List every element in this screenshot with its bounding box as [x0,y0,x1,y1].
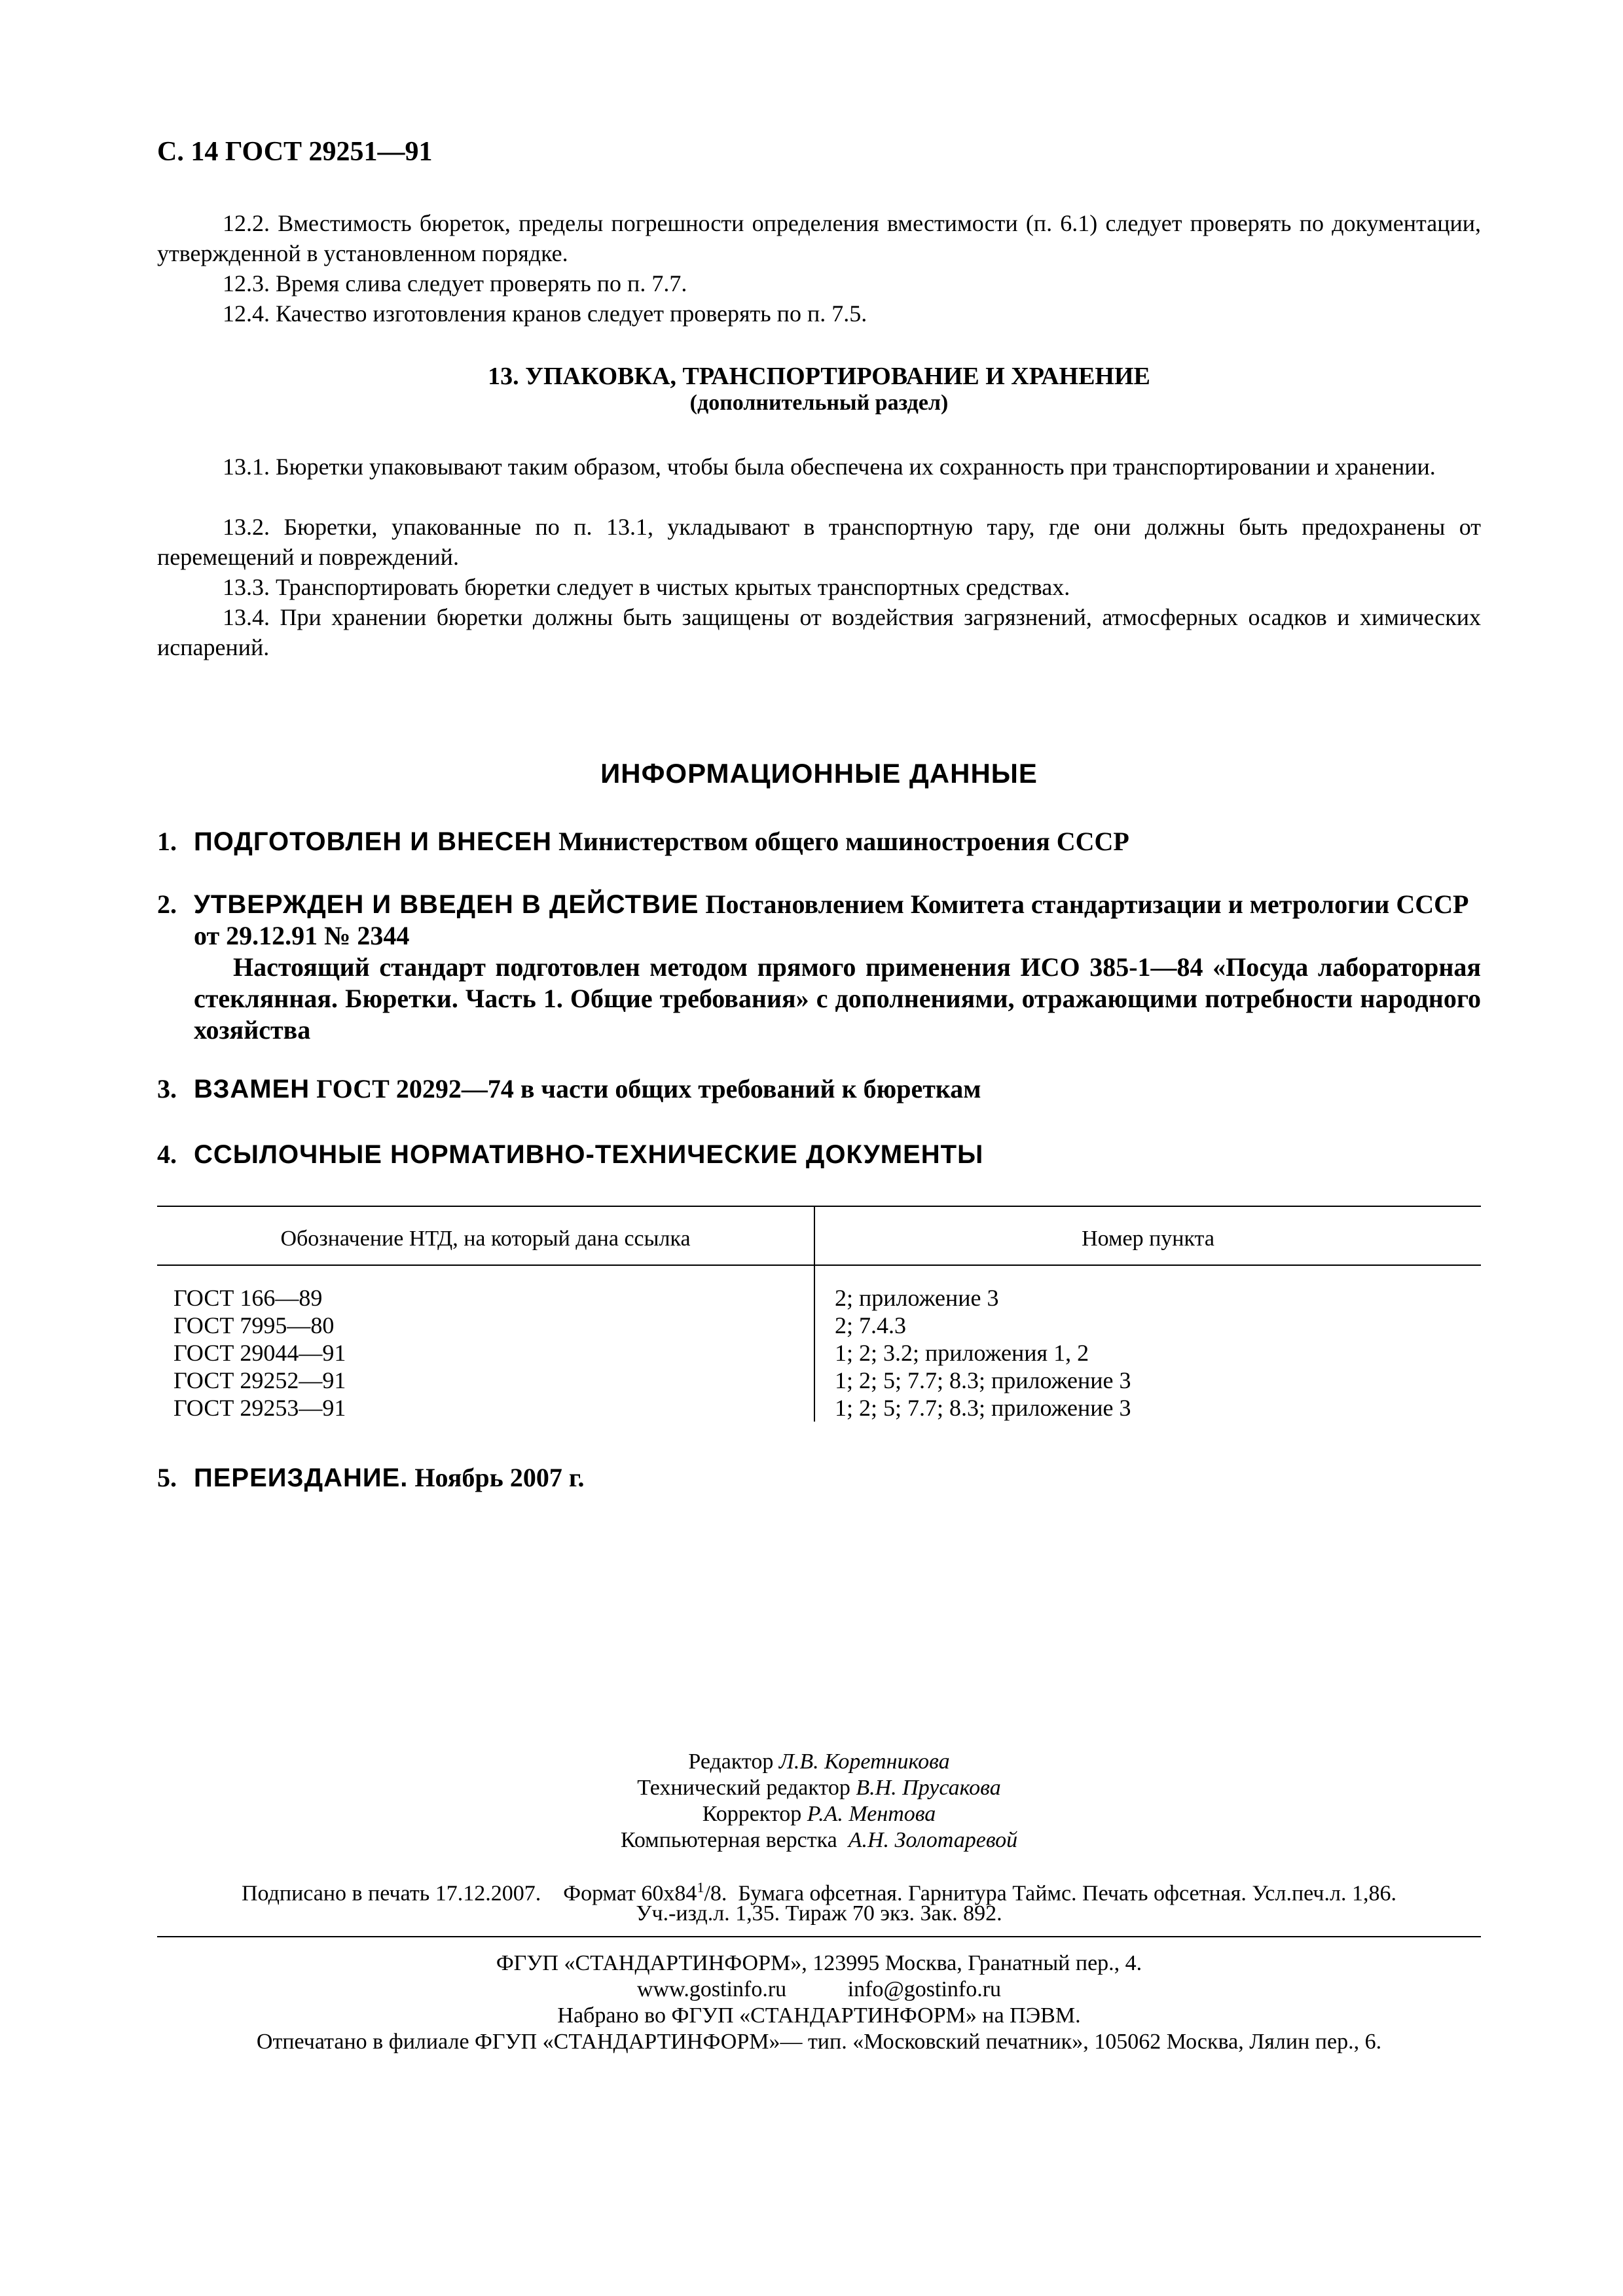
publisher-address: ФГУП «СТАНДАРТИНФОРМ», 123995 Москва, Гранатный пер., 4. [496,1951,1142,1975]
paragraph-12-3: 12.3. Время слива следует проверять по п. 7.7. [223,270,687,296]
info-item-5: 5. ПЕРЕИЗДАНИЕ. Ноябрь 2007 г. [157,1463,585,1492]
section-13-subtitle: (дополнительный раздел) [689,391,949,415]
table-cell-clause: 1; 2; 5; 7.7; 8.3; приложение 3 [835,1367,1131,1393]
table-col1-header: Обозначение НТД, на который дана ссылка [280,1227,691,1251]
paragraph-13-3: 13.3. Транспортировать бюретки следует в чистых крытых транспортных средствах. [223,574,1070,600]
info-item-2: 2. УТВЕРЖДЕН И ВВЕДЕН В ДЕЙСТВИЕ Постановлением Комитета стандартизации и метрологии СССР от 29.12.91 № 2344 [157,889,1469,950]
imprint-rule [157,1936,1481,1937]
credit-tech-editor: Технический редактор В.Н. Прусакова [637,1776,1001,1800]
paragraph-12-4: 12.4. Качество изготовления кранов следует проверять по п. 7.5. [223,300,867,327]
publisher-website: www.gostinfo.ru [636,1977,787,2001]
table-cell-doc: ГОСТ 29252—91 [173,1367,346,1393]
publisher-email: info@gostinfo.ru [847,1977,1002,2001]
table-cell-doc: ГОСТ 29044—91 [173,1340,346,1366]
paragraph-13-1: 13.1. Бюретки упаковывают таким образом, чтобы была обеспечена их сохранность при транспортировании и хранении. [223,454,1436,480]
info-title: ИНФОРМАЦИОННЫЕ ДАННЫЕ [600,758,1038,789]
credit-layout: Компьютерная верстка А.Н. Золотаревой [620,1828,1018,1852]
info-item-1: 1. ПОДГОТОВЛЕН И ВНЕСЕН Министерством общего машиностроения СССР [157,827,1129,856]
info-item-2-note: Настоящий стандарт подготовлен методом прямого применения ИСО 385-1—84 «Посуда лабораторная стеклянная. Бюретки. Часть 1. Общие требования» с дополнениями, отражающими потребности народного хозяйства [194,952,1481,1045]
publisher-printed: Отпечатано в филиале ФГУП «СТАНДАРТИНФОРМ»— тип. «Московский печатник», 105062 Москва, Лялин пер., 6. [256,2030,1382,2054]
info-item-4: 4. ССЫЛОЧНЫЕ НОРМАТИВНО-ТЕХНИЧЕСКИЕ ДОКУМЕНТЫ [157,1139,984,1169]
credit-editor: Редактор Л.В. Коретникова [688,1749,950,1774]
imprint-line-1: Подписано в печать 17.12.2007. Формат $60х84^1/8$. Бумага офсетная. Гарнитура Таймс. Печать офсетная. Усл.печ.л. 1,86. [242,1879,1396,1906]
publisher-typeset: Набрано во ФГУП «СТАНДАРТИНФОРМ» на ПЭВМ. [557,2003,1081,2028]
table-header-rule [157,1265,1481,1266]
info-item-3: 3. ВЗАМЕН ГОСТ 20292—74 в части общих требований к бюреткам [157,1074,981,1103]
table-cell-clause: 2; 7.4.3 [835,1312,907,1338]
table-cell-doc: ГОСТ 7995—80 [173,1312,335,1338]
table-cell-clause: 1; 2; 5; 7.7; 8.3; приложение 3 [835,1395,1131,1421]
table-cell-clause: 2; приложение 3 [835,1285,999,1311]
table-cell-doc: ГОСТ 166—89 [173,1285,323,1311]
table-top-rule [157,1206,1481,1207]
table-cell-clause: 1; 2; 3.2; приложения 1, 2 [835,1340,1089,1366]
credit-corrector: Корректор Р.А. Ментова [702,1802,936,1826]
paragraph-13-4: 13.4. При хранении бюретки должны быть защищены от воздействия загрязнений, атмосферных осадков и химических испарений. [157,604,1481,660]
paragraph-12-2: 12.2. Вместимость бюреток, пределы погрешности определения вместимости (п. 6.1) следует проверять по документации, утвержденной в установленном порядке. [157,210,1481,266]
table-col2-header: Номер пункта [1082,1227,1214,1251]
imprint-line-2: Уч.-изд.л. 1,35. Тираж 70 экз. Зак. 892. [636,1901,1002,1926]
page-header: С. 14 ГОСТ 29251—91 [157,137,433,167]
section-13-title: 13. УПАКОВКА, ТРАНСПОРТИРОВАНИЕ И ХРАНЕНИЕ [488,363,1150,390]
publisher-contacts [157,1977,1481,2003]
table-cell-doc: ГОСТ 29253—91 [173,1395,346,1421]
paragraph-13-2: 13.2. Бюретки, упакованные по п. 13.1, укладывают в транспортную тару, где они должны быть предохранены от перемещений и повреждений. [157,514,1481,570]
